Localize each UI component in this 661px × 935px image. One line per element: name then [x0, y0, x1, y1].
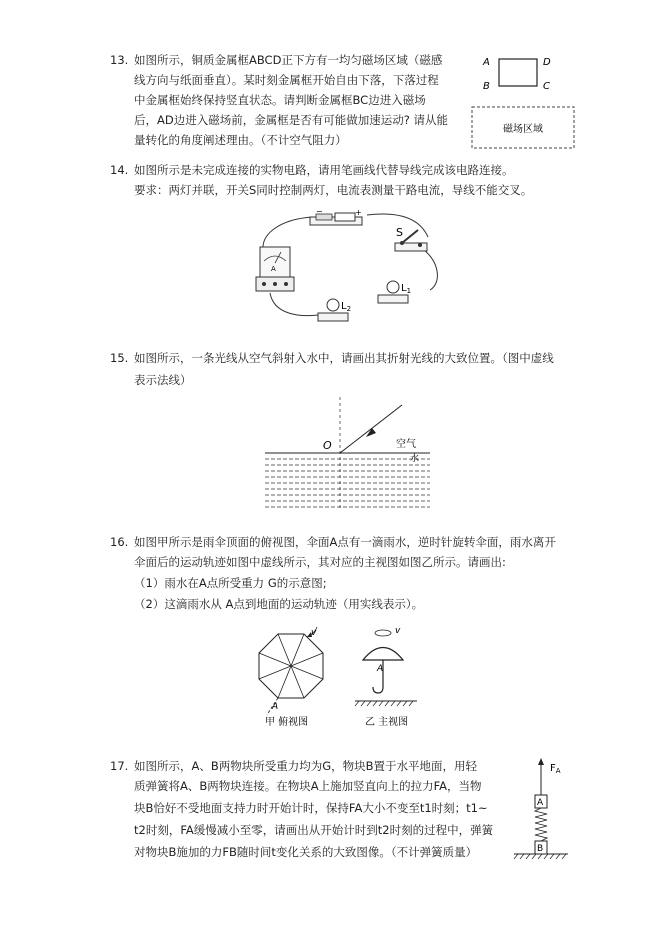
question-text-line: 要求：两灯并联，开关S同时控制两灯，电流表测量干路电流，导线不能交叉。	[134, 183, 533, 197]
point-A-front: A	[377, 664, 384, 674]
force-label: $F_A$	[550, 763, 561, 775]
umbrella-front-view	[355, 626, 417, 728]
question-text-line: 表示法线）	[134, 373, 192, 387]
refraction-figure	[260, 395, 435, 515]
caption-front-view: 乙 主视图	[365, 717, 409, 728]
question-text-line: 如图所示，A、B两物块所受重力均为G，物块B置于水平地面，用轻	[134, 759, 478, 773]
question-text-line: t2时刻，FA缓慢减小至零，请画出从开始计时到t2时刻的过程中，弹簧	[134, 823, 494, 837]
label-B: B	[483, 81, 490, 92]
incident-ray	[340, 405, 402, 453]
label-D: D	[543, 57, 551, 68]
water-hatching	[265, 459, 430, 507]
caption-top-view: 甲 俯视图	[265, 717, 309, 728]
bulb-L2	[318, 299, 351, 321]
question-number: 15.	[110, 351, 129, 365]
velocity-label-top: v	[311, 628, 317, 638]
metal-frame-figure	[470, 48, 580, 153]
question-text-line: 质弹簧将A、B两物块连接。在物块A上施加竖直向上的拉力FA，当物	[134, 779, 482, 793]
block-B-label: B	[537, 844, 544, 854]
umbrella-figure	[255, 625, 430, 735]
point-A-top: A	[272, 702, 279, 712]
velocity-label-front: v	[395, 626, 401, 636]
block-A-label: A	[537, 798, 544, 808]
question-text-line: 后，AD边进入磁场前，金属框是否有可能做加速运动? 请从能	[134, 113, 448, 127]
question-number: 13.	[110, 53, 129, 67]
question-text-line: （2）这滴雨水从 A点到地面的运动轨迹（用实线表示）。	[134, 597, 424, 611]
question-text-line: 线方向与纸面垂直）。某时刻金属框开始自由下落，下落过程	[134, 73, 439, 87]
l1-label: $L_1$	[401, 283, 412, 295]
circuit-figure	[250, 205, 450, 330]
ground-hatching	[514, 854, 566, 859]
question-text-line: 如图甲所示是雨伞顶面的俯视图，伞面A点有一滴雨水，逆时针旋转伞面，雨水离开	[134, 535, 556, 549]
question-number: 17.	[110, 759, 129, 773]
question-text-line: 中金属框始终保持竖直状态。请判断金属框BC边进入磁场	[134, 93, 426, 107]
metal-frame	[499, 59, 537, 86]
question-number: 14.	[110, 163, 129, 177]
spring-blocks-figure	[510, 755, 570, 865]
question-text-line: 如图所示是未完成连接的实物电路，请用笔画线代替导线完成该电路连接。	[134, 163, 514, 177]
meter-label: A	[271, 265, 276, 273]
bulb-L1	[378, 281, 411, 303]
question-text-line: （1）雨水在A点所受重力 G的示意图;	[134, 576, 327, 590]
question-number: 16.	[110, 535, 129, 549]
l2-label: $L_2$	[341, 301, 352, 313]
label-A: A	[483, 57, 490, 68]
question-text-line: 对物块B施加的力FB随时间t变化关系的大致图像。（不计弹簧质量）	[134, 845, 478, 859]
switch-label: S	[396, 226, 403, 239]
plus-label: +	[355, 208, 362, 217]
question-text-line: 如图所示，一条光线从空气斜射入水中，请画出其折射光线的大致位置。（图中虚线	[134, 351, 554, 365]
ammeter	[256, 247, 294, 291]
umbrella-top-view	[259, 627, 323, 728]
question-text-line: 块B恰好不受地面支持力时开始计时，保持FA大小不变至t1时刻；t1~	[134, 801, 488, 815]
question-text-line: 伞面后的运动轨迹如图中虚线所示，其对应的主视图如图乙所示。请画出:	[134, 555, 506, 569]
question-text-line: 量转化的角度阐述理由。（不计空气阻力）	[134, 133, 347, 147]
point-O-label: O	[323, 439, 332, 452]
minus-label: −	[316, 207, 323, 216]
switch	[395, 226, 427, 251]
region-label: 磁场区域	[503, 124, 543, 135]
label-C: C	[543, 81, 550, 92]
spring	[535, 808, 547, 841]
air-label: 空气	[396, 439, 416, 450]
question-text-line: 如图所示，铜质金属框ABCD正下方有一均匀磁场区域（磁感	[134, 53, 443, 67]
water-label: 水	[410, 454, 420, 464]
battery	[310, 207, 362, 225]
